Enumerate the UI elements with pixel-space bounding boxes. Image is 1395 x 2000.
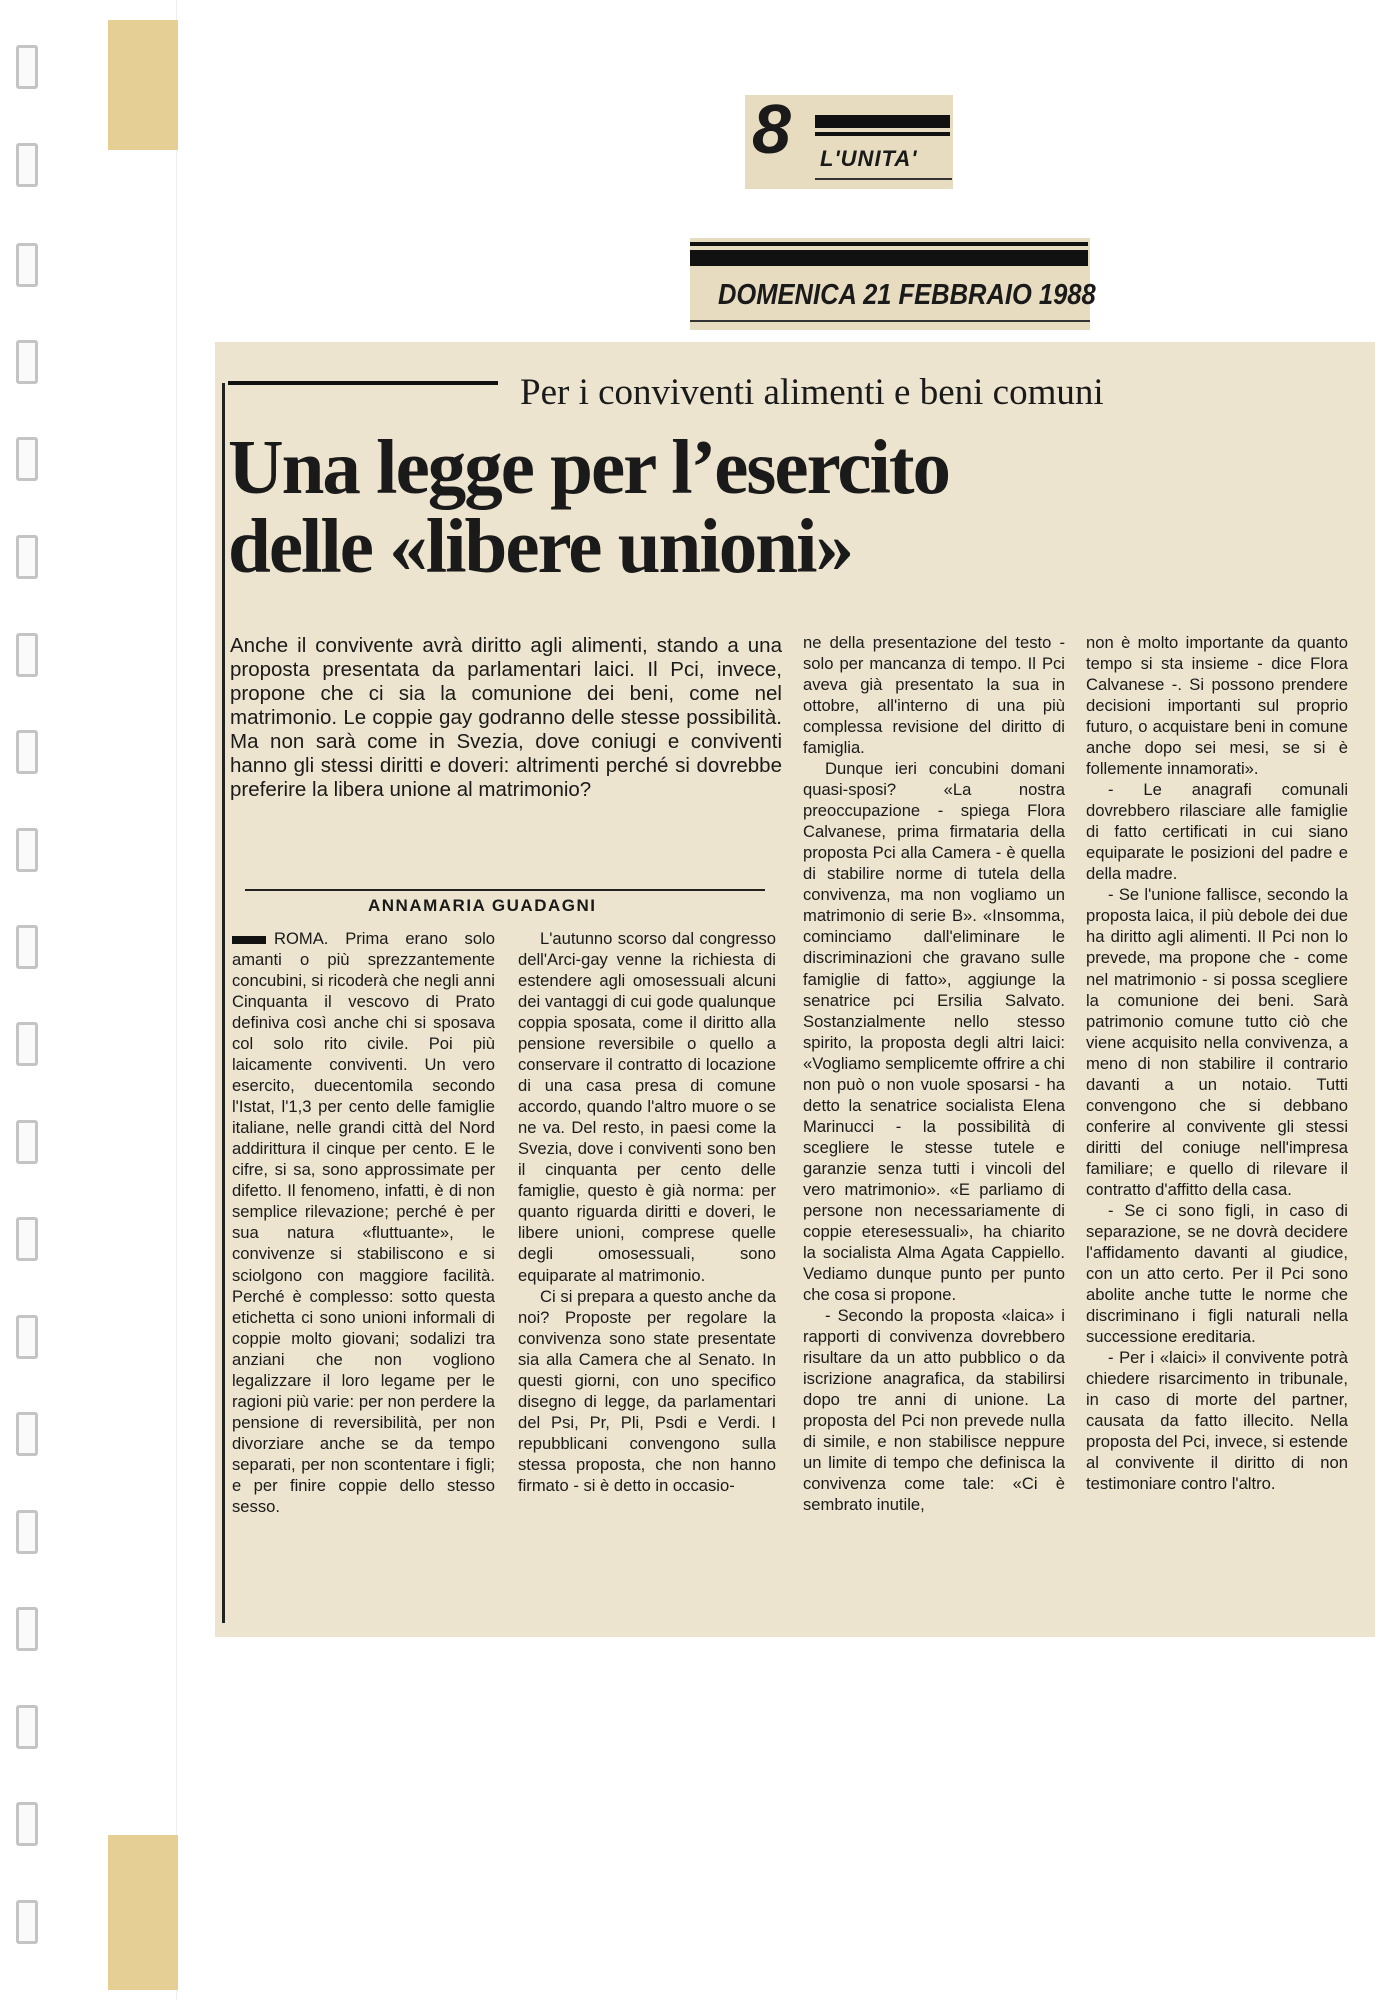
paragraph: - Per i «laici» il convivente potrà chiedere risarcimento in tribunale, in caso di morte del partner, causata da fatto illecito. Nella proposta del Pci, invece, si estende al convivente il diritto di non testimoniare contro l'altro. xyxy=(1086,1348,1348,1494)
binder-hole xyxy=(16,1022,38,1066)
binder-hole xyxy=(16,1607,38,1651)
page-edge xyxy=(176,0,177,2000)
adhesive-tape xyxy=(108,1835,178,1990)
binder-hole xyxy=(16,1315,38,1359)
lead-paragraph: Anche il convivente avrà diritto agli alimenti, stando a una proposta presentata da parlamentari laici. Il Pci, invece, propone che ci sia la comunione dei beni, come nel matrimonio. Le coppie gay godranno delle stesse possibilità. Ma non sarà come in Svezia, dove coniugi e conviventi hanno gli stessi diritti e doveri: altrimenti perché si dovrebbe preferire la libera unione al matrimonio? xyxy=(230,634,782,801)
kicker: Per i conviventi alimenti e beni comuni xyxy=(520,372,1104,413)
date-bar xyxy=(690,250,1088,266)
binder-hole xyxy=(16,340,38,384)
adhesive-tape xyxy=(108,20,178,150)
binder-hole xyxy=(16,1120,38,1164)
headline-line: delle «libere unioni» xyxy=(228,503,852,590)
masthead-bar xyxy=(815,115,950,128)
masthead-rule xyxy=(815,178,952,180)
paragraph: L'autunno scorso dal congresso dell'Arci-gay venne la richiesta di estendere agli omosessuali alcuni dei vantaggi di cui gode qualunque coppia sposata, come il diritto alla pensione reversibile o quello a conservare il contratto di locazione di una casa presa di comune accordo, quando l'altro muore o se ne va. Del resto, in paesi come la Svezia, dove i conviventi sono ben il cinquanta per cento delle famiglie, questo è già norma: per quanto riguarda diritti e doveri, le libere unioni, comprese quelle degli omosessuali, sono equiparate al matrimonio. xyxy=(518,929,776,1285)
binder-hole xyxy=(16,1705,38,1749)
binder-hole xyxy=(16,143,38,187)
paragraph: - Se ci sono figli, in caso di separazione, se ne dovrà decidere l'affidamento davanti al giudice, con un atto certo. Per il Pci sono abolite anche tutte le norme che discriminano i figli naturali nella successione ereditaria. xyxy=(1086,1200,1348,1347)
headline xyxy=(228,424,950,590)
paragraph: - Le anagrafi comunali dovrebbero rilasciare alle famiglie di fatto certificati in cui siano equiparate le posizioni del padre e della madre. xyxy=(1086,780,1348,884)
article-column-3 xyxy=(803,632,1065,1515)
paragraph: - Se l'unione fallisce, secondo la proposta laica, il più debole dei due ha diritto agli alimenti. Il Pci non lo prevede, ma propone che - come nel matrimonio - si possa scegliere la comunione dei beni. Sarà patrimonio comune tutto ciò che viene acquisito nella convivenza, a meno di non stabilire il contrario davanti a un notaio. Tutti convengono che si debbano conferire al convivente gli stessi diritti del coniuge nell'impresa familiare; e quello di rilevare il contratto d'affitto della casa. xyxy=(1086,885,1348,1199)
paragraph xyxy=(232,928,495,1517)
article-column-4 xyxy=(1086,632,1348,1494)
binder-hole xyxy=(16,535,38,579)
paragraph: Ci si prepara a questo anche da noi? Proposte per regolare la convivenza sono state presentate sia alla Camera che al Senato. In questi giorni, con uno specifico disegno di legge, da parlamentari del Psi, Pr, Pli, Psdi e Verdi. I repubblicani convengono sulla stessa proposta, che non hanno firmato - si è detto in occasio- xyxy=(518,1286,776,1495)
date-rule xyxy=(690,320,1090,322)
date-bar xyxy=(690,242,1088,246)
binder-hole xyxy=(16,437,38,481)
binder-hole xyxy=(16,1217,38,1261)
headline-line: Una legge per l’esercito xyxy=(228,424,950,510)
dateline: ROMA. xyxy=(274,929,329,948)
binder-hole xyxy=(16,1510,38,1554)
binder-hole xyxy=(16,45,38,89)
paragraph-text: Prima erano solo amanti o più sprezzantemente concubini, si ricoderà che negli anni Cinquanta il vescovo di Prato definiva così anche chi si sposava col solo rito civile. Poi più laicamente conviventi. Un vero esercito, duecentomila secondo l'Istat, l'1,3 per cento delle famiglie italiane, nelle grandi città del Nord addirittura il cinque per cento. E le cifre, si sa, sono approssimate per difetto. Il fenomeno, infatti, è di non semplice rilevazione; perché è per sua natura «fluttuante», le convivenze si stabiliscono e si sciolgono con maggiore facilità. Perché è complesso: sotto questa etichetta ci sono unioni informali di coppie molto giovani; sodalizi tra anziani che non vogliono legalizzare il loro legame per le ragioni più varie: per non perdere la pensione di reversibilità, per non divorziare anche se da tempo separati, per non scontentare i figli; e per finire coppie dello stesso sesso. xyxy=(232,929,495,1516)
dateline-bullet xyxy=(232,936,266,944)
binder-hole xyxy=(16,243,38,287)
article-vertical-rule xyxy=(222,383,225,1623)
paragraph: - Secondo la proposta «laica» i rapporti di convivenza dovrebbero risultare da un atto pubblico o da iscrizione anagrafica, da stabilirsi dopo tre anni di unione. La proposta del Pci non prevede nulla di simile, e non stabilisce neppure un limite di tempo che definisca la convivenza come tale: «Ci è sembrato inutile, xyxy=(803,1306,1065,1515)
kicker-rule xyxy=(228,381,498,385)
byline: ANNAMARIA GUADAGNI xyxy=(368,896,597,915)
newspaper-name: L'UNITA' xyxy=(820,146,918,171)
article-column-1 xyxy=(232,928,495,1517)
binder-hole xyxy=(16,1412,38,1456)
binder-hole xyxy=(16,828,38,872)
binder-hole xyxy=(16,925,38,969)
page-number: 8 xyxy=(752,90,791,168)
binder-hole xyxy=(16,1900,38,1944)
paragraph: ne della presentazione del testo - solo per mancanza di tempo. Il Pci aveva già presentato la sua in ottobre, all'interno di una più complessa revisione del diritto di famiglia. xyxy=(803,633,1065,758)
binder-hole xyxy=(16,730,38,774)
paragraph: Dunque ieri concubini domani quasi-sposi? «La nostra preoccupazione - spiega Flora Calvanese, prima firmataria della proposta Pci alla Camera - è quella di stabilire norme di tutela della convivenza, ma non vogliamo un matrimonio di serie B». «Insomma, cominciamo dall'eliminare le discriminazioni che gravano sulle famiglie di fatto», aggiunge la senatrice pci Ersilia Salvato. Sostanzialmente nello stesso spirito, la proposta degli altri laici: «Vogliamo semplicemte offrire a chi non può o non vuole sposarsi - ha detto la senatrice socialista Elena Marinucci - la possibilità di scegliere le stesse tutele e garanzie senza tutti i vincoli del vero matrimonio». «E parliamo di persone non necessariamente di coppie eteresessuali», ha chiarito la socialista Alma Agata Cappiello. Vediamo dunque punto per punto che cosa si propone. xyxy=(803,759,1065,1304)
paragraph: non è molto importante da quanto tempo si sta insieme - dice Flora Calvanese -. Si possono prendere decisioni importanti sul proprio futuro, o acquistare beni in comune anche dopo sei mesi, se si è follemente innamorati». xyxy=(1086,633,1348,779)
byline-rule xyxy=(245,889,765,891)
issue-date: DOMENICA 21 FEBBRAIO 1988 xyxy=(718,279,1096,311)
binder-hole xyxy=(16,1802,38,1846)
article-column-2 xyxy=(518,928,776,1496)
masthead-bar xyxy=(815,132,950,136)
binder-hole xyxy=(16,633,38,677)
